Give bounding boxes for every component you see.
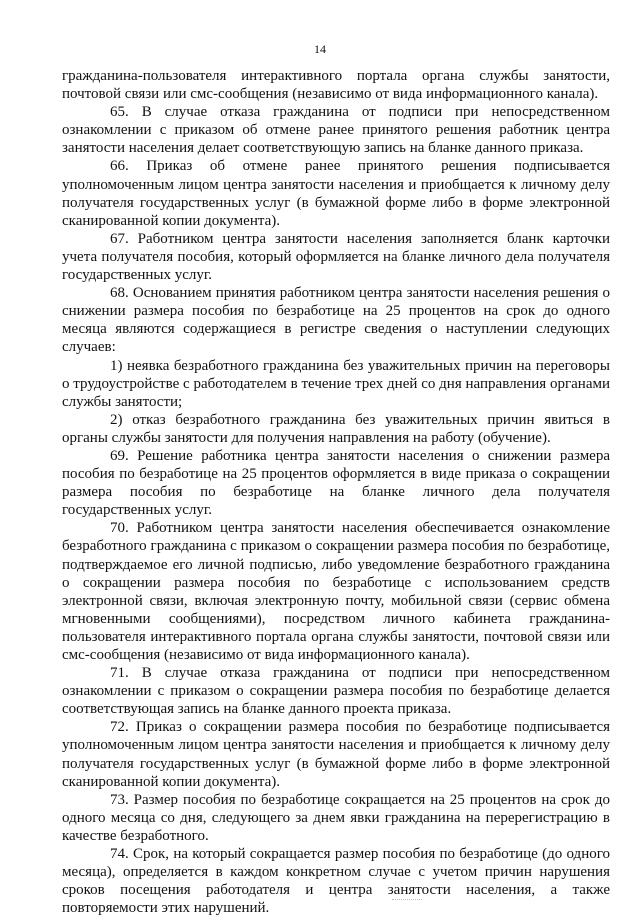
paragraph-66: 66. Приказ об отмене ранее принятого решения подписывается уполномоченным лицом центра занятости населения и приобщается к личному делу получателя государственных услуг (в бумажной форме либо в форме электронной сканированной копии документа). xyxy=(62,158,610,229)
paragraph-74: 74. Срок, на который сокращается размер пособия по безработице (до одного месяца), определяется в каждом конкретном случае с учетом причин нарушения сроков посещения работодателя и центра занятости населения, а также повторяемости этих нарушений. xyxy=(62,846,610,917)
paragraph-67: 67. Работником центра занятости населения заполняется бланк карточки учета получателя пособия, который оформляется на бланке личного дела получателя государственных услуг. xyxy=(62,230,610,284)
page-number: 14 xyxy=(314,42,326,56)
paragraph-73: 73. Размер пособия по безработице сокращается на 25 процентов на срок до одного месяца со дня, следующего за днем явки гражданина на перерегистрацию в качестве безработного. xyxy=(62,791,610,844)
paragraph-72: 72. Приказ о сокращении размера пособия по безработице подписывается уполномоченным лицом центра занятости населения и приобщается к личному делу получателя государственных услуг (в бумажной форме либо в форме электронной сканированной копии документа). xyxy=(62,719,610,790)
paragraph-68: 68. Основанием принятия работником центра занятости населения решения о снижении размера пособия по безработице на 25 процентов на срок до одного месяца являются содержащиеся в регистре сведения о наступлении следующих случаев: xyxy=(62,285,610,356)
paragraph-71: 71. В случае отказа гражданина от подписи при непосредственном ознакомлении с приказом о сокращении размера пособия по безработице делается соответствующая запись на бланке данного проекта приказа. xyxy=(62,665,610,718)
paragraph-70: 70. Работником центра занятости населения обеспечивается ознакомление безработного гражданина с приказом о сокращении размера пособия по безработице, подтверждаемое его личной подписью, либо уведомление безработного гражданина о сокращении размера пособия по безработице с использованием средств электронной связи, включая электронную почту, мобильной связи (сервис обмена мгновенными сообщениями), посредством личного кабинета гражданина-пользователя интерактивного портала органа службы занятости, почтовой связи или смс-сообщения (независимо от вида информационного канала). xyxy=(62,520,610,663)
paragraph-68-item-2: 2) отказ безработного гражданина без уважительных причин явиться в органы службы занятости для получения направления на работу (обучение). xyxy=(62,411,610,446)
paragraph-continuation: гражданина-пользователя интерактивного портала органа службы занятости, почтовой связи или смс-сообщения (независимо от вида информационного канала). xyxy=(62,68,610,103)
document-body xyxy=(62,67,610,917)
paragraph-65: 65. В случае отказа гражданина от подписи при непосредственном ознакомлении с приказом об отмене ранее принятого решения работник центра занятости населения делает соответствующую запись на бланке данного приказа. xyxy=(62,104,610,157)
scan-artifact xyxy=(392,899,422,902)
paragraph-68-item-1: 1) неявка безработного гражданина без уважительных причин на переговоры о трудоустройстве с работодателем в течение трех дней со дня направления органами службы занятости; xyxy=(62,357,610,410)
paragraph-69: 69. Решение работника центра занятости населения о снижении размера пособия по безработице на 25 процентов оформляется в виде приказа о сокращении размера пособия по безработице на бланке личного дела получателя государственных услуг. xyxy=(62,447,610,519)
